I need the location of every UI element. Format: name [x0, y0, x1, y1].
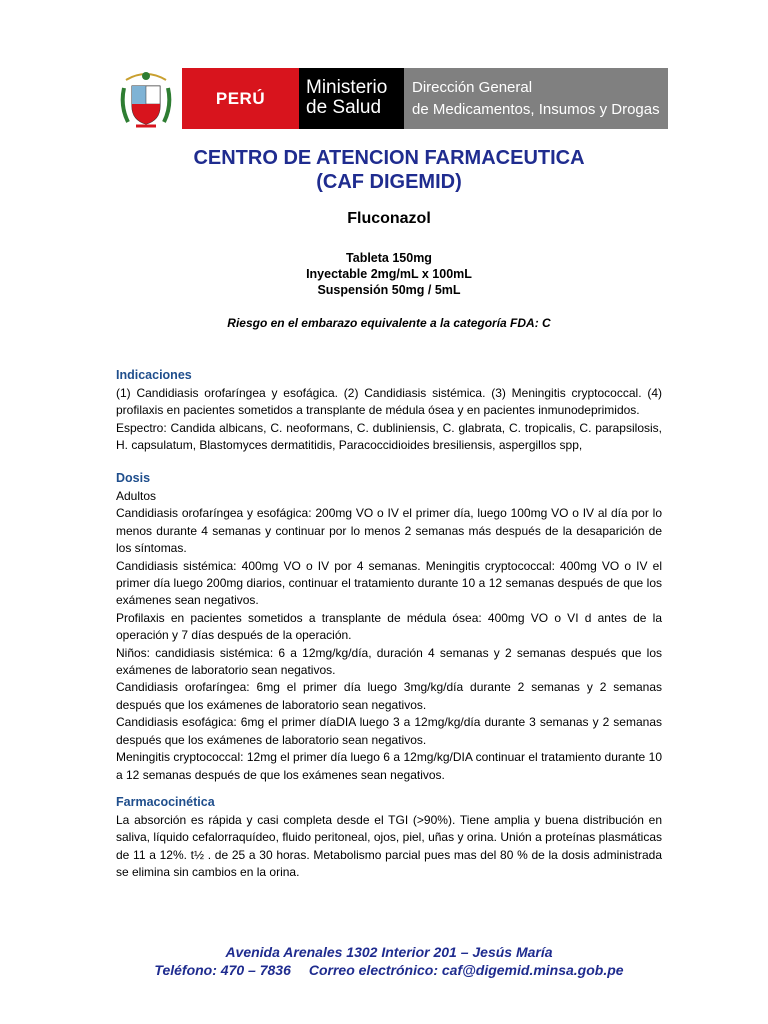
paragraph: Candidiasis esofágica: 6mg el primer díaDIA luego 3 a 12mg/kg/día durante 3 semanas y 2 semanas después que los exámenes de laboratorio sean negativos. [116, 715, 662, 747]
section-farmacocinetica [116, 795, 662, 882]
paragraph: (1) Candidiasis orofaríngea y esofágica. (2) Candidiasis sistémica. (3) Meningitis cryptococcal. (4) profilaxis en pacientes sometidos a transplante de médula ósea y en pacientes inmunodeprimidos. [116, 386, 662, 418]
paragraph: Meningitis cryptococcal: 12mg el primer día luego 6 a 12mg/kg/DIA continuar el tratamiento durante 10 a 12 semanas después de que los exámenes sean negativos. [116, 750, 662, 782]
paragraph: Candidiasis sistémica: 400mg VO o IV por 4 semanas. Meningitis cryptococcal: 400mg VO o IV el primer día luego 200mg diarios, continuar el tratamiento durante 10 a 12 semanas después de que los exámenes sean negativos. [116, 558, 662, 608]
section-heading: Dosis [116, 471, 151, 485]
section-heading: Farmacocinética [116, 795, 215, 809]
directorate-line2: de Medicamentos, Insumos y Drogas [412, 101, 660, 118]
footer-email: Correo electrónico: caf@digemid.minsa.gob.pe [308, 962, 624, 978]
paragraph: Candidiasis orofaríngea: 6mg el primer día luego 3mg/kg/día durante 2 semanas y 2 semanas después que los exámenes de laboratorio sean negativos. [116, 680, 662, 712]
footer-phone: Teléfono: 470 – 7836 [154, 962, 291, 978]
presentation-item: Tableta 150mg [346, 251, 432, 265]
ministry-line1: Ministerio [306, 77, 388, 98]
paragraph: La absorción es rápida y casi completa desde el TGI (>90%). Tiene amplia y buena distribución en saliva, líquido cefalorraquídeo, fluido peritoneal, ojos, piel, uñas y orina. Unión a proteínas plasmáticas de 11 a 12%. t½ . de 25 a 30 horas. Metabolismo parcial pues mas del 80 % de la dosis administrada se elimina sin cambios en la orina. [116, 813, 662, 880]
ministry-line2: de Salud [306, 97, 382, 118]
drug-name: Fluconazol [347, 210, 431, 227]
footer-contact-line [116, 961, 662, 979]
directorate-name [404, 68, 668, 129]
presentation-item: Inyectable 2mg/mL x 100mL [306, 267, 472, 281]
header-banner [118, 66, 668, 131]
paragraph: Profilaxis en pacientes sometidos a transplante de médula ósea: 400mg VO o VI d antes de la operación y 7 días después de la operación. [116, 610, 662, 643]
page-title [116, 146, 662, 194]
section-dosis [116, 471, 662, 784]
presentation-item: Suspensión 50mg / 5mL [317, 283, 461, 297]
pregnancy-risk: Riesgo en el embarazo equivalente a la categoría FDA: C [227, 316, 551, 330]
presentations-list [116, 250, 662, 298]
footer-address: Avenida Arenales 1302 Interior 201 – Jesús María [225, 944, 553, 960]
section-indicaciones [116, 368, 662, 455]
title-line2: (CAF DIGEMID) [316, 171, 462, 193]
paragraph: Niños: candidiasis sistémica: 6 a 12mg/kg/día, duración 4 semanas y 2 semanas después que los exámenes de laboratorio sean negativos. [116, 645, 662, 678]
ministry-name [299, 68, 404, 129]
section-heading: Indicaciones [116, 368, 192, 382]
title-line1: CENTRO DE ATENCION FARMACEUTICA [193, 147, 585, 169]
peru-coat-of-arms-icon [118, 66, 174, 131]
paragraph: Espectro: Candida albicans, C. neoformans, C. dubliniensis, C. glabrata, C. tropicalis, C. parapsilosis, H. capsulatum, Blastomyces dermatitidis, Paracoccidioides bresiliensis, aspergillos spp, [116, 420, 662, 453]
directorate-line1: Dirección General [412, 79, 533, 96]
paragraph: Candidiasis orofaríngea y esofágica: 200mg VO o IV el primer día, luego 100mg VO o IV al día por lo menos durante 4 semanas y continuar por lo menos 2 semanas más después de la desaparición de los síntomas. [116, 506, 662, 556]
peru-label: PERÚ [182, 68, 299, 129]
footer-contact [116, 943, 662, 979]
paragraph: Adultos [116, 489, 157, 503]
